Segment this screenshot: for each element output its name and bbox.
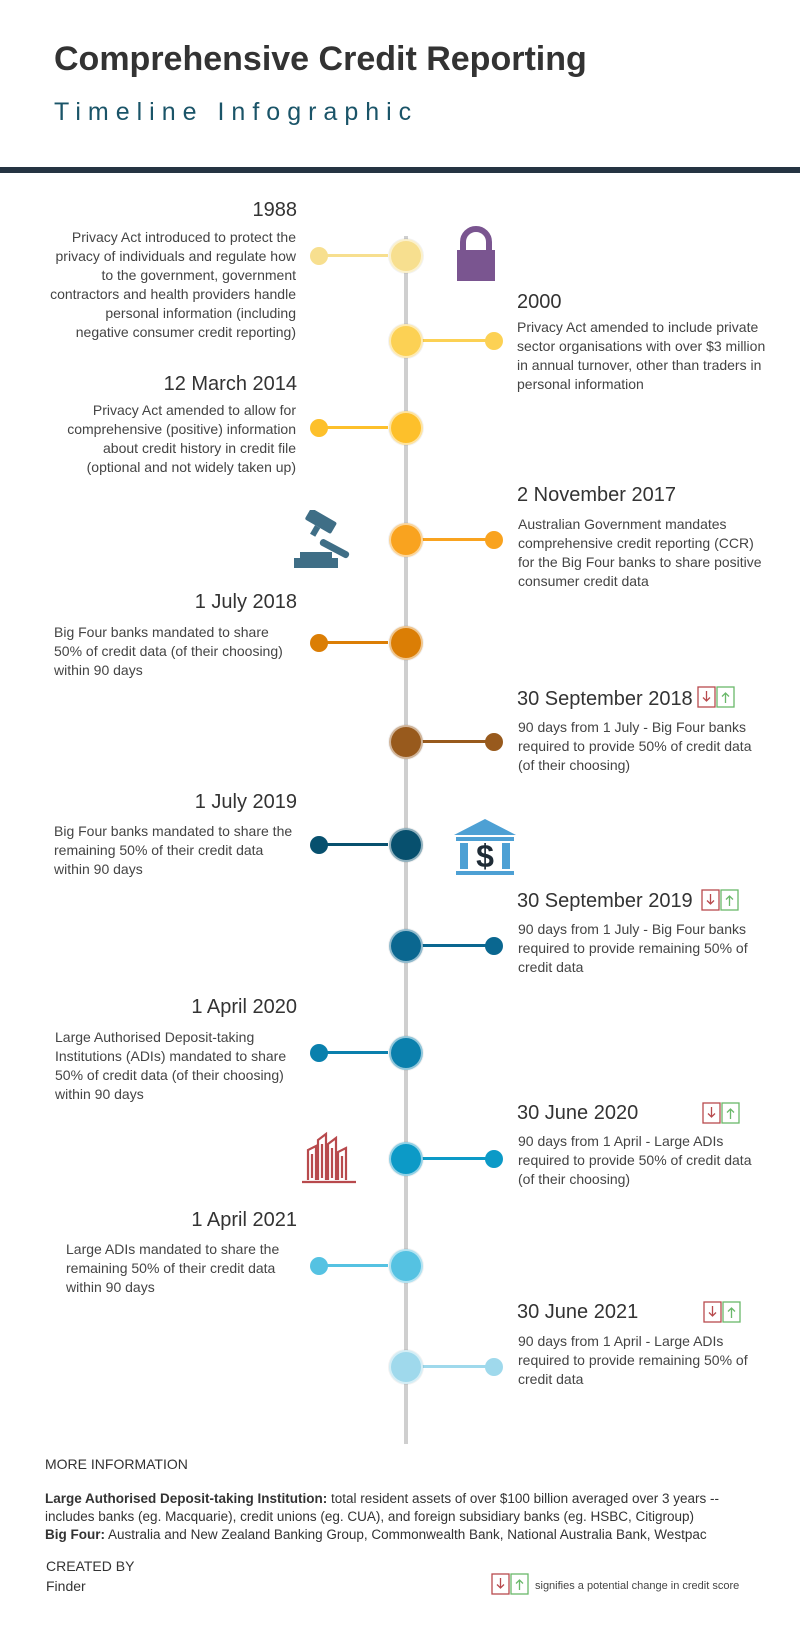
legend-text: signifies a potential change in credit score bbox=[535, 1580, 740, 1592]
adi-definition: total resident assets of over $100 billion averaged over 3 years -- includes banks (eg. Macquarie), credit unions (eg. CUA), and foreign subsidiary banks (eg. HSBC, Citigroup) bbox=[45, 1491, 719, 1524]
event-date: 1 April 2020 bbox=[191, 996, 297, 1018]
event-dot bbox=[310, 836, 328, 854]
gavel-icon bbox=[288, 510, 360, 572]
event-dot bbox=[485, 531, 503, 549]
event-description: 90 days from 1 April - Large ADIs required to provide remaining 50% of credit data bbox=[518, 1333, 748, 1387]
svg-text:$: $ bbox=[476, 838, 494, 874]
big-four-term: Big Four: bbox=[45, 1527, 105, 1542]
event-connector bbox=[318, 426, 388, 429]
event-dot bbox=[485, 332, 503, 350]
credit-score-change-icon bbox=[703, 1300, 743, 1324]
event-date: 12 March 2014 bbox=[163, 373, 297, 395]
created-by-label: CREATED BY bbox=[46, 1558, 135, 1574]
event-dot bbox=[485, 1358, 503, 1376]
event-date: 1988 bbox=[252, 199, 297, 221]
event-connector bbox=[318, 1051, 388, 1054]
event-dot bbox=[310, 634, 328, 652]
event-description: Privacy Act amended to include private sector organisations with over $3 million in annual turnover, other than traders in personal information bbox=[517, 319, 766, 392]
credit-score-change-icon bbox=[697, 685, 737, 709]
buildings-icon bbox=[300, 1130, 360, 1186]
event-date: 2000 bbox=[517, 291, 562, 313]
timeline-node bbox=[389, 1142, 423, 1176]
more-information-heading: MORE INFORMATION bbox=[45, 1456, 188, 1472]
event-description: Big Four banks mandated to share 50% of credit data (of their choosing) within 90 days bbox=[54, 624, 283, 678]
timeline-node bbox=[389, 725, 423, 759]
event-description: Australian Government mandates comprehensive credit reporting (CCR) for the Big Four banks to share positive consumer credit data bbox=[518, 516, 762, 589]
page-subtitle: Timeline Infographic bbox=[54, 98, 419, 126]
event-dot bbox=[485, 1150, 503, 1168]
event-description: 90 days from 1 April - Large ADIs required to provide 50% of credit data (of their choosing) bbox=[518, 1133, 752, 1187]
credit-score-change-icon bbox=[491, 1572, 531, 1596]
event-connector bbox=[422, 339, 492, 342]
event-description: Privacy Act introduced to protect the privacy of individuals and regulate how to the government, government contractors and health providers handle personal information (including negative consumer credit reporting) bbox=[50, 229, 296, 340]
event-date: 30 June 2021 bbox=[517, 1301, 639, 1323]
event-connector bbox=[422, 944, 492, 947]
timeline-node bbox=[389, 1249, 423, 1283]
header-divider bbox=[0, 167, 800, 173]
event-connector bbox=[318, 843, 388, 846]
event-date: 30 June 2020 bbox=[517, 1102, 639, 1124]
event-connector bbox=[318, 641, 388, 644]
lock-icon bbox=[454, 226, 498, 284]
definitions bbox=[45, 1490, 745, 1544]
timeline-node bbox=[389, 324, 423, 358]
timeline-node bbox=[389, 626, 423, 660]
timeline-node bbox=[389, 523, 423, 557]
event-connector bbox=[422, 1365, 492, 1368]
event-date: 30 September 2018 bbox=[517, 688, 693, 710]
event-date: 1 July 2019 bbox=[194, 791, 297, 813]
event-dot bbox=[310, 247, 328, 265]
event-date: 30 September 2019 bbox=[517, 890, 693, 912]
created-by-name: Finder bbox=[46, 1578, 86, 1594]
timeline-node bbox=[389, 239, 423, 273]
page-title: Comprehensive Credit Reporting bbox=[54, 40, 587, 78]
timeline-node bbox=[389, 1036, 423, 1070]
timeline-node bbox=[389, 828, 423, 862]
event-dot bbox=[310, 1044, 328, 1062]
event-date: 1 July 2018 bbox=[194, 591, 297, 613]
event-description: Large Authorised Deposit-taking Institutions (ADIs) mandated to share 50% of credit data (of their choosing) within 90 days bbox=[55, 1029, 287, 1102]
credit-score-change-icon bbox=[702, 1101, 742, 1125]
event-connector bbox=[422, 1157, 492, 1160]
event-description: Large ADIs mandated to share the remaining 50% of their credit data within 90 days bbox=[66, 1241, 280, 1295]
event-connector bbox=[318, 254, 388, 257]
event-description: Privacy Act amended to allow for comprehensive (positive) information about credit history in credit file (optional and not widely taken up) bbox=[67, 402, 296, 475]
bank-icon bbox=[452, 817, 518, 879]
event-connector bbox=[422, 740, 492, 743]
credit-score-change-icon bbox=[701, 888, 741, 912]
timeline-node bbox=[389, 1350, 423, 1384]
event-dot bbox=[485, 733, 503, 751]
event-description: 90 days from 1 July - Big Four banks required to provide remaining 50% of credit data bbox=[518, 921, 748, 975]
event-connector bbox=[422, 538, 492, 541]
event-description: 90 days from 1 July - Big Four banks required to provide 50% of credit data (of their choosing) bbox=[518, 719, 752, 773]
event-connector bbox=[318, 1264, 388, 1267]
event-date: 2 November 2017 bbox=[517, 484, 676, 506]
event-dot bbox=[310, 419, 328, 437]
timeline-node bbox=[389, 411, 423, 445]
event-description: Big Four banks mandated to share the remaining 50% of their credit data within 90 days bbox=[54, 823, 293, 877]
event-date: 1 April 2021 bbox=[191, 1209, 297, 1231]
adi-term: Large Authorised Deposit-taking Institution: bbox=[45, 1491, 328, 1506]
timeline-node bbox=[389, 929, 423, 963]
big-four-definition: Australia and New Zealand Banking Group, Commonwealth Bank, National Australia Bank, Westpac bbox=[108, 1527, 707, 1542]
event-dot bbox=[485, 937, 503, 955]
event-dot bbox=[310, 1257, 328, 1275]
